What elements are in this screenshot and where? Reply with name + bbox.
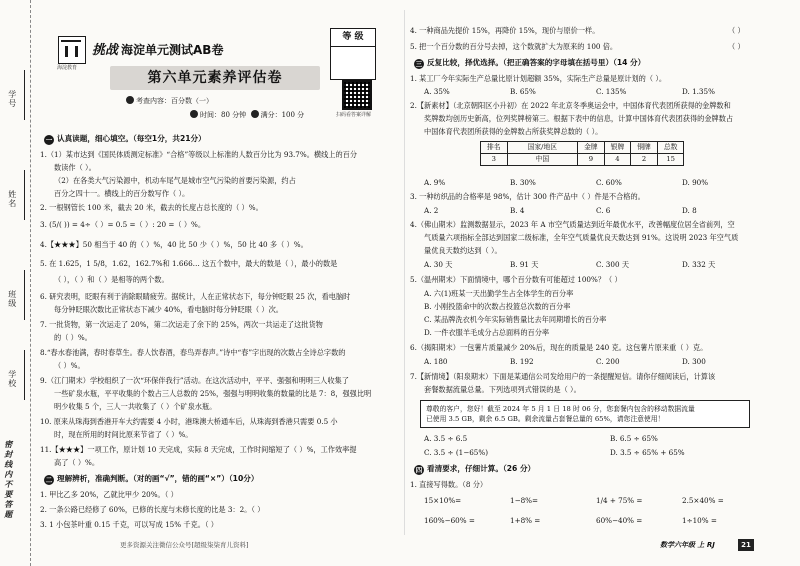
sms-message-box — [420, 400, 750, 428]
school-line — [24, 350, 25, 400]
choice-7-c: C. 3.5 ÷ (1−65%) — [424, 448, 489, 457]
judge-5-paren: （ ） — [728, 42, 745, 51]
choice-7-line-a: 7.【新情境】（阳泉期末）下面是某通信公司发给用户的一条提醒短信。请你仔细阅读后，计算该 — [410, 372, 716, 381]
q5-line-a: 5. 在 1.625，1 5/8，1.62，162.7%和 1.666… 这五个数中，最大的数是（ ），最小的数是 — [40, 259, 338, 268]
q11-line-b: 高了（ ）%。 — [54, 458, 100, 467]
calc-item: 1−8%= — [510, 496, 539, 505]
choice-2-c: C. 60% — [596, 178, 622, 187]
clock-icon — [190, 110, 198, 118]
student-id-line — [24, 70, 25, 120]
q9-line-b: 一些矿泉水瓶，平平收集的个数占三人总数的 25%，强强与明明收集的数量的比是 7：8，强强比明 — [54, 389, 372, 398]
calc-item: 1/4 + 75% = — [596, 496, 643, 505]
choice-4-c: C. 300 天 — [596, 260, 630, 269]
q1-line-a: 1.（1）某市达到《国民体质测定标准》“合格”等级以上标准的人数百分比为 93.7%。横线上的百分 — [40, 150, 358, 159]
choice-1-c: C. 135% — [596, 87, 627, 96]
choice-3-d: D. 8 — [682, 206, 697, 215]
sms-line-2: 已使用 3.5 GB，剩余 6.5 GB。剩余流量占套餐总量的 65%，请您注意使用！ — [426, 415, 665, 424]
section-2-title: 理解辨析，准确判断。（对的画“√”，错的画“×”）（10分） — [57, 474, 259, 483]
calc-item: 160%−60% = — [424, 516, 475, 525]
choice-1-d: D. 1.35% — [682, 87, 715, 96]
choice-7-b: B. 6.5 ÷ 65% — [610, 434, 658, 443]
calc-item: 2.5×40% = — [682, 496, 724, 505]
calc-1-heading: 1. 直接写得数。（8 分） — [410, 480, 488, 489]
section-1-title: 认真读题，细心填空。（每空1分，共21分） — [57, 134, 206, 143]
choice-4-line-b: 气质量六项指标全部达到国家二级标准，全年空气质量优良天数达到 91%。这说明 2023 年空气质 — [424, 233, 739, 242]
q9-line-c: 明少收集 5 个，三人一共收集了（ ）个矿泉水瓶。 — [54, 402, 217, 411]
time-text: 时间：80 分钟 — [200, 111, 247, 119]
q1-line-c: （2）在各类大气污染源中，机动车尾气是城市空气污染的首要污染源，约占 — [54, 176, 296, 185]
choice-4-d: D. 332 天 — [682, 260, 716, 269]
q1-line-b: 数读作（ ）。 — [54, 163, 96, 172]
page-number: 21 — [738, 539, 754, 551]
q6-line-a: 6. 研究表明，眨眼有利于消除眼睛疲劳。据统计，人在正常状态下，每分钟眨眼 25 次，看电脑时 — [40, 292, 351, 301]
time-score-line — [190, 110, 304, 120]
table-cell: 中国 — [507, 154, 577, 166]
grade-label: 等 级 — [331, 29, 375, 47]
calc-item: 60%−40% = — [596, 516, 643, 525]
table-header: 金牌 — [578, 142, 605, 154]
footer-note: 更多资源关注微信公众号[超级柒柒育儿资料] — [120, 541, 249, 549]
choice-3: 3. 一种纺织品的合格率是 98%，估计 300 件产品中（ ）件是不合格的。 — [410, 192, 645, 201]
calc-item: 1+8% = — [510, 516, 541, 525]
pin-icon — [126, 96, 134, 104]
q4-line: 4.【★★★】50 相当于 40 的（ ）%，40 比 50 少（ ）%，50 比 40 多（ ）%。 — [40, 240, 308, 249]
section-3-heading — [414, 58, 645, 69]
score-text: 满分：100 分 — [260, 111, 305, 119]
choice-1: 1. 某工厂今年实际生产总量比原计划超额 35%，实际生产总量是原计划的（ ）。 — [410, 74, 667, 83]
table-cell: 15 — [657, 154, 684, 166]
header — [40, 8, 395, 130]
choice-5: 5.（温州期末）下面情境中，哪个百分数有可能超过 100%？（ ） — [410, 275, 622, 284]
choice-2-line-b: 奖牌数均创历史新高，位列奖牌榜第三。根据下表中的信息，计算中国体育代表团获得的金牌数占 — [424, 114, 734, 123]
q8-line-a: 8.“春水春池满，春时春草生。春人饮春酒，春鸟弄春声。”诗中“春”字出现的次数占全诗总字数的 — [40, 348, 346, 357]
q6-line-b: 每分钟眨眼次数比正常状态下减少 40%，看电脑时每分钟眨眼（ ）次。 — [54, 305, 283, 314]
column-divider — [404, 10, 405, 535]
choice-3-c: C. 6 — [596, 206, 611, 215]
qr-caption: 扫码看答案详解 — [336, 112, 372, 118]
judge-5: 5. 把一个百分数的百分号去掉，这个数就扩大为原来的 100 倍。 — [410, 42, 618, 51]
q3-line: 3. (5/( )) = 4÷（ ）= 0.5 =（ ）: 20 =（ ）%。 — [40, 220, 206, 229]
section-3-title: 反复比较，择优选择。（把正确答案的字母填在括号里）（14 分） — [427, 58, 646, 67]
section-1-number: 一 — [45, 136, 53, 144]
scope-text: 考查内容：百分数（一） — [136, 97, 213, 105]
judge-3: 3. 1 小包茶叶重 0.15 千克，可以写成 15% 千克。（ ） — [40, 520, 218, 529]
choice-3-a: A. 2 — [424, 206, 439, 215]
section-2-heading — [44, 474, 258, 485]
section-3-number: 三 — [415, 60, 423, 68]
q7-line-a: 7. 一批货物，第一次运走了 20%，第二次运走了余下的 25%，两次一共运走了这批货物 — [40, 320, 323, 329]
choice-5-c: C. 某品牌洗衣机今年实际销售量比去年同期增长的百分率 — [424, 315, 607, 324]
choice-6-a: A. 180 — [424, 357, 448, 366]
choice-6-b: B. 192 — [510, 357, 534, 366]
section-1-heading — [44, 134, 206, 145]
brand-name: 海淀单元测试AB卷 — [121, 43, 224, 57]
table-cell: 9 — [578, 154, 605, 166]
table-header-row — [481, 142, 684, 154]
judge-1: 1. 甲比乙多 20%，乙就比甲少 20%。（ ） — [40, 490, 178, 499]
choice-4-a: A. 30 天 — [424, 260, 453, 269]
choice-2-line-c: 中国体育代表团所获得的金牌数占所获奖牌总数的（ ）。 — [424, 127, 603, 136]
q7-line-b: 的（ ）%。 — [54, 333, 92, 342]
section-4-title: 看清要求，仔细计算。（26 分） — [427, 464, 536, 473]
choice-4-b: B. 91 天 — [510, 260, 539, 269]
choice-2-line-a: 2.【新素材】（北京朝阳区小升初）在 2022 年北京冬季奥运会中，中国体育代表团所获得的金牌数和 — [410, 101, 731, 110]
section-4-heading — [414, 464, 535, 475]
choice-3-b: B. 4 — [510, 206, 525, 215]
choice-2-b: B. 30% — [510, 178, 536, 187]
section-4-number: 四 — [415, 466, 423, 474]
q1-line-d: 百分之四十一。横线上的百分数写作（ ）。 — [54, 189, 190, 198]
table-header: 铜牌 — [631, 142, 658, 154]
choice-5-d: D. 一件衣服羊毛成分占总面料的百分率 — [424, 328, 550, 337]
logo-text: 海淀教育 — [57, 65, 78, 71]
q10-line-a: 10. 原来从珠海到香港开车大约需要 4 小时，港珠澳大桥通车后，从珠海到香港只需要 0.5 小 — [40, 417, 338, 426]
logo-icon — [58, 36, 86, 64]
name-line — [24, 170, 25, 220]
choice-4-line-c: 量优良天数约达到（ ）。 — [424, 246, 502, 255]
choice-2-a: A. 9% — [424, 178, 446, 187]
q2-line: 2. 一根钢管长 100 米，截去 20 米，截去的长度占总长度的（ ）%。 — [40, 203, 263, 212]
student-id-label: 学号 — [7, 90, 17, 108]
table-header: 排名 — [481, 142, 508, 154]
qr-code-icon[interactable] — [342, 80, 372, 110]
judge-4: 4. 一种商品先提价 15%，再降价 15%，现价与原价一样。 — [410, 26, 600, 35]
table-row — [481, 154, 684, 166]
score-icon — [251, 110, 259, 118]
choice-7-a: A. 3.5 ÷ 6.5 — [424, 434, 468, 443]
table-cell: 2 — [631, 154, 658, 166]
section-2-number: 二 — [45, 476, 53, 484]
q11-line-a: 11.【★★★】一项工作，原计划 10 天完成，实际 8 天完成，工作时间缩短了（ ）%，工作效率提 — [40, 445, 357, 454]
q9-line-a: 9.（江门期末）学校组织了一次“环保伴我行”活动。在这次活动中，平平、强强和明明三人收集了 — [40, 376, 349, 385]
table-cell: 3 — [481, 154, 508, 166]
table-header: 银牌 — [604, 142, 631, 154]
choice-5-a: A. 六(1)班某一天出勤学生占全体学生的百分率 — [424, 289, 574, 298]
choice-5-b: B. 小刚投篮命中的次数占投篮总次数的百分率 — [424, 302, 571, 311]
q10-line-b: 时，现在所用的时间比原来节省了（ ）%。 — [54, 430, 193, 439]
choice-1-b: B. 65% — [510, 87, 536, 96]
name-label: 姓名 — [7, 190, 17, 208]
page-title: 第六单元素养评估卷 — [110, 66, 320, 90]
sms-line-1: 尊敬的客户，您好！截至 2024 年 5 月 1 日 18 时 06 分，您套餐内包含的移动数据流量 — [426, 405, 695, 413]
class-line — [24, 270, 25, 320]
seal-dashed-line — [30, 0, 31, 566]
footer-subject: 数学六年级 上 RJ — [660, 541, 715, 549]
calc-item: 15×10%= — [424, 496, 462, 505]
choice-7-d: D. 3.5 ÷ 65% + 65% — [610, 448, 685, 457]
choice-6-c: C. 200 — [596, 357, 620, 366]
calc-item: 1÷10% = — [682, 516, 717, 525]
table-header: 国家/地区 — [507, 142, 577, 154]
table-cell: 4 — [604, 154, 631, 166]
choice-6: 6.（揭阳期末）一包薯片质量减少 20%后，现在的质量是 240 克。这包薯片原来重（ ）克。 — [410, 343, 708, 352]
q8-line-b: （ ）%。 — [54, 361, 85, 370]
choice-6-d: D. 300 — [682, 357, 706, 366]
school-label: 学校 — [7, 370, 17, 388]
seal-text: 密封线内不要答题 — [3, 440, 14, 520]
scope-line — [126, 96, 213, 106]
binding-strip — [0, 0, 34, 566]
table-header: 总数 — [657, 142, 684, 154]
grade-box[interactable] — [330, 28, 376, 80]
judge-4-paren: （ ） — [728, 26, 745, 35]
choice-7-line-b: 套餐数据流量总量。下列选项列式错误的是（ ）。 — [424, 385, 581, 394]
medal-table — [480, 141, 684, 166]
brand-title — [92, 42, 223, 60]
brand-script: 挑战 — [92, 43, 119, 58]
choice-4-line-a: 4.（佛山期末）监测数据显示，2023 年 A 市空气质量达到近年最优水平，改善幅度位居全省前列，空 — [410, 220, 735, 229]
judge-2: 2. 一条公路已经修了 60%，已修的长度与未修长度的比是 3：2。（ ） — [40, 505, 265, 514]
choice-2-d: D. 90% — [682, 178, 709, 187]
q5-line-b: （ ），（ ）和（ ）是相等的两个数。 — [54, 275, 169, 284]
class-label: 班级 — [7, 290, 17, 308]
choice-1-a: A. 35% — [424, 87, 450, 96]
